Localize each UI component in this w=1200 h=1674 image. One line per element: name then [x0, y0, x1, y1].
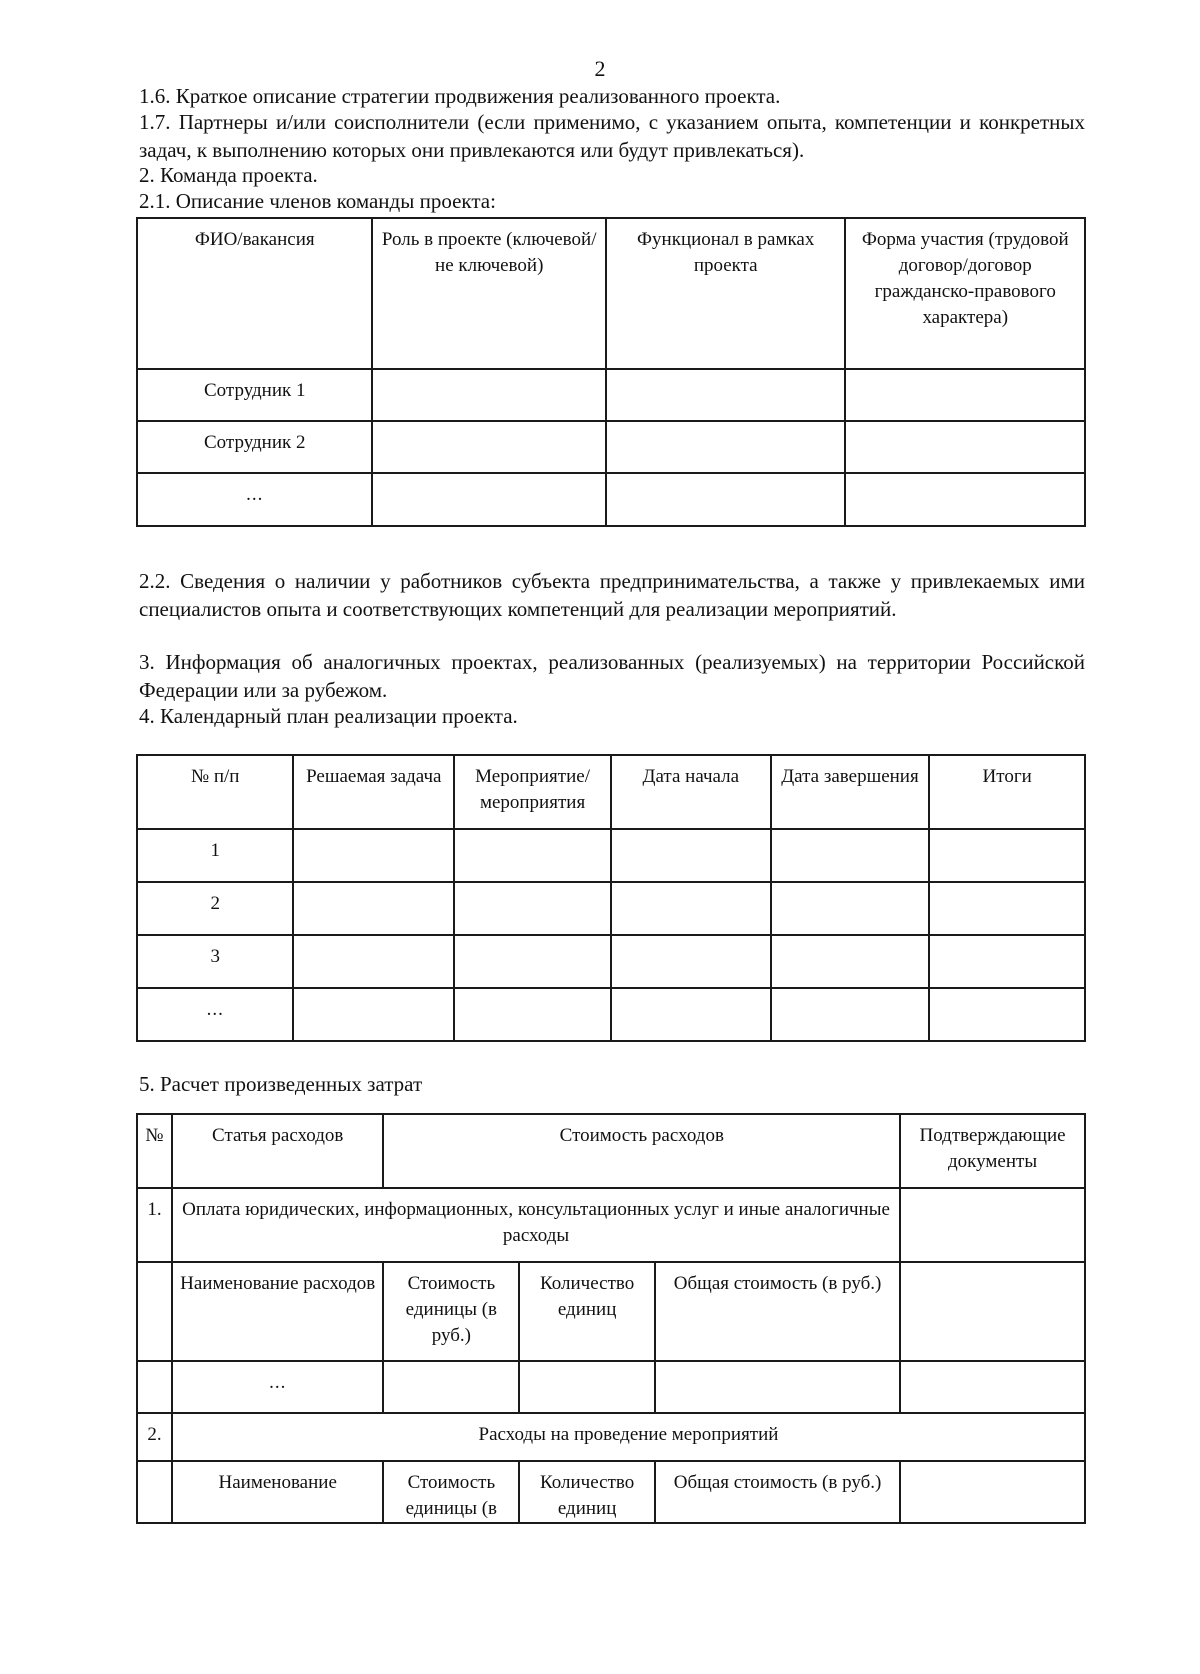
table-cell	[454, 829, 611, 882]
table-cell	[900, 1188, 1085, 1262]
table-cell	[771, 882, 930, 935]
table-cell	[611, 882, 771, 935]
table-cell	[900, 1361, 1085, 1413]
cost-header-article: Статья расходов	[172, 1114, 383, 1188]
cost-section-2-subheader-row	[137, 1461, 1085, 1523]
table-cell	[929, 882, 1085, 935]
table-cell	[137, 1361, 172, 1413]
table-cell	[929, 935, 1085, 988]
table-row	[137, 1361, 1085, 1413]
team-row-name: ...	[137, 473, 372, 526]
plan-row-num: 2	[137, 882, 293, 935]
table-cell	[606, 421, 846, 473]
plan-row-num: 1	[137, 829, 293, 882]
cost-section-1-title: Оплата юридических, информационных, консультационных услуг и иные аналогичные расходы	[172, 1188, 900, 1262]
plan-header-start: Дата начала	[611, 755, 771, 829]
table-cell	[845, 473, 1085, 526]
table-cell	[655, 1361, 900, 1413]
team-table	[136, 217, 1086, 527]
table-cell	[137, 1262, 172, 1361]
plan-header-results: Итоги	[929, 755, 1085, 829]
plan-header-num: № п/п	[137, 755, 293, 829]
table-cell	[137, 1461, 172, 1523]
plan-table-header-row	[137, 755, 1085, 829]
table-cell	[845, 421, 1085, 473]
team-header-role: Роль в проекте (ключевой/не ключевой)	[372, 218, 605, 369]
cost-sub-quantity: Количество единиц	[519, 1262, 655, 1361]
table-cell	[372, 473, 605, 526]
team-table-header-row	[137, 218, 1085, 369]
team-row-name: Сотрудник 1	[137, 369, 372, 421]
team-row-name: Сотрудник 2	[137, 421, 372, 473]
table-cell	[293, 988, 454, 1041]
table-cell	[900, 1461, 1085, 1523]
cost-header-num: №	[137, 1114, 172, 1188]
table-row	[137, 988, 1085, 1041]
cost-sub-unit-price: Стоимость единицы (в	[383, 1461, 519, 1523]
cost-section-1-row	[137, 1188, 1085, 1262]
table-cell	[606, 369, 846, 421]
table-cell	[293, 935, 454, 988]
item-3: 3. Информация об аналогичных проектах, реализованных (реализуемых) на территории Российской Федерации или за рубежом.	[139, 650, 1085, 702]
plan-header-task: Решаемая задача	[293, 755, 454, 829]
table-row	[137, 473, 1085, 526]
table-cell	[845, 369, 1085, 421]
table-cell	[372, 421, 605, 473]
table-cell	[929, 829, 1085, 882]
table-row	[137, 421, 1085, 473]
team-header-name: ФИО/вакансия	[137, 218, 372, 369]
table-cell	[372, 369, 605, 421]
item-2: 2. Команда проекта.	[139, 163, 318, 187]
plan-row-num: 3	[137, 935, 293, 988]
table-cell	[771, 829, 930, 882]
cost-sub-unit-price: Стоимость единицы (в руб.)	[383, 1262, 519, 1361]
cost-sub-name: Наименование расходов	[172, 1262, 383, 1361]
cost-section-2-num: 2.	[137, 1413, 172, 1461]
item-2-1: 2.1. Описание членов команды проекта:	[139, 189, 496, 213]
table-cell	[611, 988, 771, 1041]
table-cell	[900, 1262, 1085, 1361]
table-row	[137, 829, 1085, 882]
item-5: 5. Расчет произведенных затрат	[139, 1072, 423, 1096]
table-cell	[771, 935, 930, 988]
item-4: 4. Календарный план реализации проекта.	[139, 704, 518, 728]
table-cell	[606, 473, 846, 526]
cost-header-docs: Подтверждающие документы	[900, 1114, 1085, 1188]
table-cell	[293, 882, 454, 935]
cost-sub-quantity: Количество единиц	[519, 1461, 655, 1523]
cost-sub-name: Наименование	[172, 1461, 383, 1523]
cost-table-header-row	[137, 1114, 1085, 1188]
item-2-2: 2.2. Сведения о наличии у работников субъекта предпринимательства, а также у привлекаемых ими специалистов опыта и соответствующих компетенций для реализации мероприятий.	[139, 569, 1085, 621]
table-row	[137, 882, 1085, 935]
cost-section-1-num: 1.	[137, 1188, 172, 1262]
cost-header-cost: Стоимость расходов	[383, 1114, 900, 1188]
team-header-function: Функционал в рамках проекта	[606, 218, 846, 369]
plan-header-event: Мероприятие/ мероприятия	[454, 755, 611, 829]
item-1-6: 1.6. Краткое описание стратегии продвижения реализованного проекта.	[139, 84, 781, 108]
table-cell	[771, 988, 930, 1041]
table-cell	[454, 988, 611, 1041]
item-1-7: 1.7. Партнеры и/или соисполнители (если применимо, с указанием опыта, компетенции и конкретных задач, к выполнению которых они привлекаются или будут привлекаться).	[139, 110, 1085, 162]
table-row	[137, 935, 1085, 988]
cost-table	[136, 1113, 1086, 1524]
page-number: 2	[594, 56, 606, 81]
table-cell	[383, 1361, 519, 1413]
table-cell	[929, 988, 1085, 1041]
table-cell	[293, 829, 454, 882]
plan-row-num: ...	[137, 988, 293, 1041]
plan-table	[136, 754, 1086, 1042]
table-cell	[611, 935, 771, 988]
team-header-form: Форма участия (трудовой договор/договор гражданско-правового характера)	[845, 218, 1085, 369]
cost-section-1-dots: ...	[172, 1361, 383, 1413]
table-cell	[519, 1361, 655, 1413]
cost-section-1-subheader-row	[137, 1262, 1085, 1361]
table-cell	[454, 935, 611, 988]
table-cell	[454, 882, 611, 935]
cost-sub-total: Общая стоимость (в руб.)	[655, 1262, 900, 1361]
table-cell	[611, 829, 771, 882]
table-row	[137, 369, 1085, 421]
cost-section-2-title: Расходы на проведение мероприятий	[172, 1413, 1085, 1461]
plan-header-end: Дата завершения	[771, 755, 930, 829]
cost-section-2-row	[137, 1413, 1085, 1461]
cost-sub-total: Общая стоимость (в руб.)	[655, 1461, 900, 1523]
